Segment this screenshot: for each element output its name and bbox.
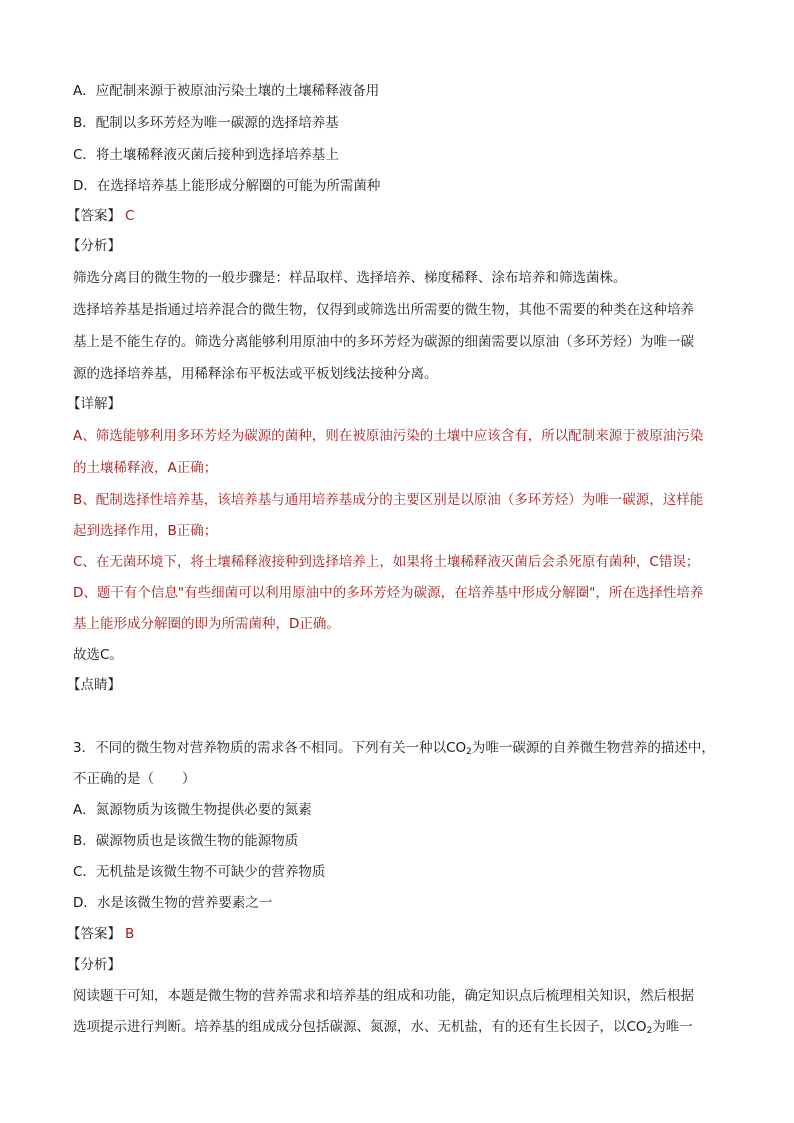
q3-stem-line2 — [73, 769, 196, 789]
q2-conclusion: 故选C。 — [73, 647, 123, 663]
q2-analysis-line: 筛选分离目的微生物的一般步骤是：样品取样、选择培养、梯度稀释、涂布培养和筛选菌株。 — [73, 270, 627, 286]
q3-analysis-text-1: 选项提示进行判断。培养基的组成成分包括碳源、氮源，水、无机盐，有的还有生长因子，以CO — [73, 1019, 647, 1035]
q2-answer — [67, 206, 134, 226]
q3-analysis-line: 阅读题干可知，本题是微生物的营养需求和培养基的组成和功能，确定知识点后梳理相关知识，然后根据 — [73, 988, 694, 1004]
q2-answer-value: C — [125, 208, 135, 224]
q2-answer-label: 【答案】 — [67, 208, 121, 224]
q3-option-a: A．氮源物质为该微生物提供必要的氮素 — [73, 802, 312, 818]
q2-detail-line: 起到选择作用，B正确； — [73, 523, 218, 539]
q3-stem-subscript: 2 — [466, 747, 472, 757]
q2-detail-line: A、筛选能够利用多环芳烃为碳源的菌种，则在被原油污染的土壤中应该含有，所以配制来源于被原油污染 — [73, 428, 704, 444]
q2-option-c: C．将土壤稀释液灭菌后接种到选择培养基上 — [73, 147, 339, 163]
q2-detail-line: C、在无菌环境下，将土壤稀释液接种到选择培养上，如果将土壤稀释液灭菌后会杀死原有菌种，C错误； — [73, 554, 700, 570]
q2-option-b: B．配制以多环芳烃为唯一碳源的选择培养基 — [73, 115, 339, 131]
q3-option-d: D．水是该微生物的营养要素之一 — [73, 895, 273, 911]
q3-answer — [67, 924, 134, 944]
q2-detail-line: B、配制选择性培养基，该培养基与通用培养基成分的主要区别是以原油（多环芳烃）为唯一碳源，这样能 — [73, 492, 704, 508]
q3-analysis-text-2: 为唯一 — [652, 1019, 693, 1035]
q2-point-label: 【点睛】 — [67, 677, 121, 693]
q3-stem-line2-end: ） — [182, 771, 196, 787]
q3-stem — [73, 738, 715, 762]
q2-option-d: D．在选择培养基上能形成分解圈的可能为所需菌种 — [73, 178, 381, 194]
q2-detail-label: 【详解】 — [67, 396, 121, 412]
q2-analysis-line: 选择培养基是指通过培养混合的微生物，仅得到或筛选出所需要的微生物，其他不需要的种类在这种培养 — [73, 302, 694, 318]
q3-stem-line2-text: 不正确的是（ — [73, 771, 154, 787]
q3-analysis-line — [73, 1017, 693, 1041]
q3-answer-label: 【答案】 — [67, 926, 121, 942]
q3-option-c: C．无机盐是该微生物不可缺少的营养物质 — [73, 864, 326, 880]
q3-answer-value: B — [125, 926, 135, 942]
q3-stem-text-1: 3．不同的微生物对营养物质的需求各不相同。下列有关一种以CO — [73, 740, 467, 756]
q2-option-a: A．应配制来源于被原油污染土壤的土壤稀释液备用 — [73, 83, 380, 99]
q3-option-b: B．碳源物质也是该微生物的能源物质 — [73, 833, 299, 849]
q3-analysis-subscript: 2 — [646, 1026, 653, 1036]
q2-detail-line: 的土壤稀释液，A正确； — [73, 460, 218, 476]
q2-analysis-line: 基上是不能生存的。筛选分离能够利用原油中的多环芳烃为碳源的细菌需要以原油（多环芳烃）为唯一碳 — [73, 334, 694, 350]
q2-analysis-line: 源的选择培养基，用稀释涂布平板法或平板划线法接种分离。 — [73, 366, 438, 382]
q3-analysis-label: 【分析】 — [67, 957, 121, 973]
q3-stem-text-2: 为唯一碳源的自养微生物营养的描述中， — [471, 740, 715, 756]
q2-analysis-label: 【分析】 — [67, 238, 121, 254]
q2-detail-line: 基上能形成分解圈的即为所需菌种，D正确。 — [73, 616, 340, 632]
q2-detail-line: D、题干有个信息"有些细菌可以利用原油中的多环芳烃为碳源，在培养基中形成分解圈"，所在选择性培养 — [73, 585, 704, 601]
